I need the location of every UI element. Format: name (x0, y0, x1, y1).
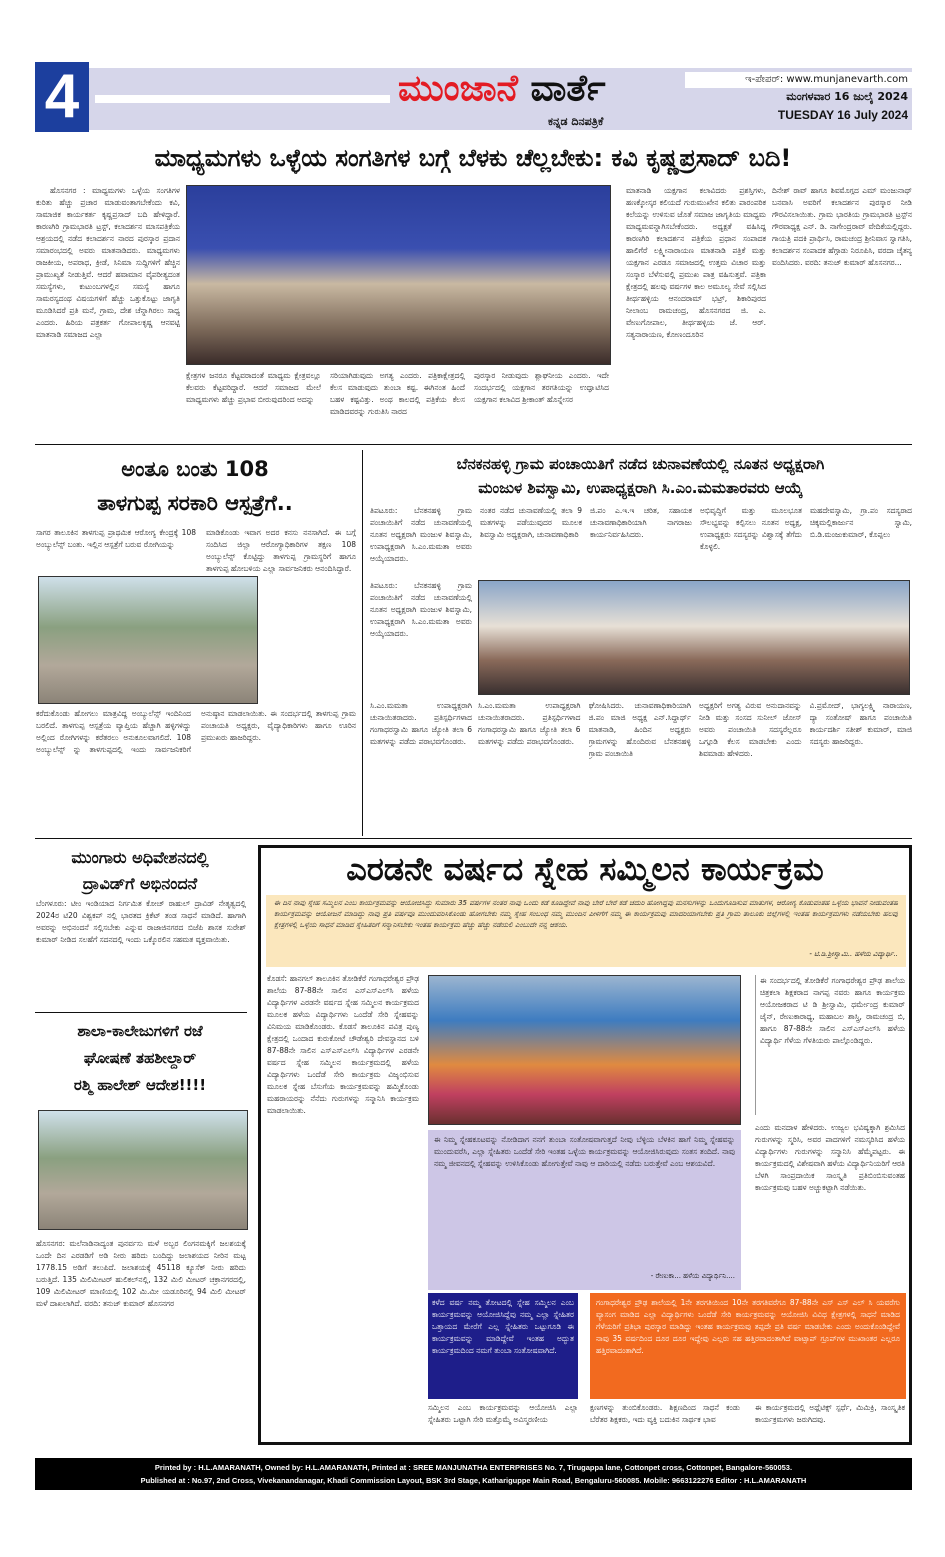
article1-col5: ದಿನೇಶ್ ರಾವ್ ಹಾಗೂ ಶಿವಮೊಗ್ಗದ ಎಮ್ ಮಂಜುನಾಥ್ ಬನವಾಸಿ ಅವರಿಗೆ ಕಲಾದರ್ಶನ ಪುರಸ್ಕಾರ ನೀಡಿ ಗೌರವಿಸಲಾಯಿತು. ಗ್ರಾಮ ಭಾರತಿಯ ಗ್ರಾಮಭಾರತಿ ಟ್ರಸ್ಟ್‌ನ ಗೌರವಾಧ್ಯಕ್ಷ ಎನ್. ಡಿ. ನಾಗೇಂದ್ರರಾವ್ ವೇದಿಕೆಯಲ್ಲಿದ್ದರು. ಗಾಯತ್ರಿ ಪದಕಿ ಪ್ರಾರ್ಥಿಸಿ, ರಾಮಚಂದ್ರ ಶ್ರೀನಿವಾಸ ಸ್ವಾಗತಿಸಿ, ಕಲಾದರ್ಶನ ಸಂಪಾದಕ ಹೆಗ್ಗಾಡು ನಿರೂಪಿಸಿ, ವರದಾ ಚೈತನ್ಯ ವಂದಿಸಿದರು. ವರದಿ: ತನುಜ್ ಕುಮಾರ್ ಹೊಸನಗರ... (772, 186, 912, 267)
article6-bottom-col1: ಸಮ್ಮಿಲನ ಎಂಬ ಕಾರ್ಯಕ್ರಮವನ್ನು ಆಯೋಜಿಸಿ ಎಲ್ಲಾ ಸ್ನೇಹಿತರು ಒಟ್ಟಾಗಿ ಸೇರಿ ಮತ್ತೊಮ್ಮೆ ಅವಿಸ್ಮರಣೀಯ (428, 1403, 578, 1424)
article6-quote-box (266, 895, 906, 967)
quote-attribution: - ಟಿ.ಡಿ.ಶ್ರೀಸ್ವಾಮಿ.. ಹಳೆಯ ವಿದ್ಯಾರ್ಥಿ.. (809, 950, 898, 958)
article2-bottom: ಕರೆದುಕೊಂಡು ಹೋಗಲು ಮಾತ್ರವಿದ್ದ ಅಂಬ್ಯುಲೆನ್ಸ್ ಇಂದಿನಿಂದ ಬರಲಿದೆ. ತಾಳಗುಪ್ಪ ಆಸ್ಪತ್ರೆಯ ವ್ಯಾಪ್ತಿಯ ಹೆಚ್ಚಾಗಿ ಹಳ್ಳಿಗಳಿದ್ದು ಅಲ್ಲಿಂದ ರೋಗಿಗಳನ್ನು ಕರೆತರಲು ಅನುಕೂಲವಾಗಲಿದೆ. 108 ಅಂಬ್ಯುಲೆನ್ಸ್ ನ್ನು ತಾಳಗುಪ್ಪದಲ್ಲಿ ಇಂದು ಸಾರ್ವಜನಿಕರಿಗೆ ಅನುಷ್ಠಾನ ಮಾಡಲಾಯಿತು. ಈ ಸಂದರ್ಭದಲ್ಲಿ ತಾಳಗುಪ್ಪ ಗ್ರಾಮ ಪಂಚಾಯತಿ ಅಧ್ಯಕ್ಷರು, ವೈದ್ಯಾಧಿಕಾರಿಗಳು ಹಾಗೂ ಊರಿನ ಪ್ರಮುಖರು ಹಾಜರಿದ್ದರು. (36, 709, 356, 754)
article5-body: ಹೊಸನಗರ: ಮಲೆನಾಡಿನಾದ್ಯಂತ ಪುನರ್ವಸು ಮಳೆ ಅಬ್ಬರ ಲಿಂಗನಮಕ್ಕಿಗೆ ಜಲಶಯಕ್ಕೆ ಒಂದೇ ದಿನ ಎರಡಡಿಗೆ ಅಡಿ ನೀರು ಹರಿದು ಬಂದಿದ್ದು ಜಲಾಶಯದ ನೀರಿನ ಮಟ್ಟ 1778.15 ಅಡಿಗೆ ತಲುಪಿದೆ. ಜಲಾಶಯಕ್ಕೆ 45118 ಕ್ಯೂಸೆಕ್ ನೀರು ಹರಿದು ಬರುತ್ತಿದೆ. 135 ಮಿಲಿಮೀಟರ್ ಹುಲಿಕಲ್‌ನಲ್ಲಿ, 132 ಮಿಲಿ ಮೀಟರ್ ಚಕ್ರಾನಗರದಲ್ಲಿ, 109 ಮಿಲಿಮೀಟರ್ ಮಾಣಿಯಲ್ಲಿ 102 ಮಿ.ಮೀ ಯಡೂರಿನಲ್ಲಿ 94 ಮಿಲಿ ಮೀಟರ್ ಮಳೆ ದಾಖಲಾಗಿದೆ. ವರದಿ: ತನುಜ್ ಕುಮಾರ್ ಹೊಸನಗರ (36, 1239, 246, 1308)
article3-top-columns (370, 505, 912, 577)
logo (398, 66, 606, 112)
headline-line: ಅಂತೂ ಬಂತು 108 (121, 457, 269, 481)
article3-col: ಜಿ.ಪಂ ಎ.ಇ.ಇ ಚರಿತ, ಸಹಾಯಕ ಚುನಾವಣಾಧಿಕಾರಿಯಾಗಿ ನಾಗರಾಜು ಕಾರ್ಯನಿರ್ವಹಿಸಿದರು. (590, 506, 692, 539)
article3-photo (478, 580, 910, 695)
headline-line: ಬೆನಕನಹಳ್ಳಿ ಗ್ರಾಮ ಪಂಚಾಯಿತಿಗೆ ನಡೆದ ಚುನಾವಣೆಯಲ್ಲಿ ನೂತನ ಅಧ್ಯಕ್ಷರಾಗಿ (456, 455, 825, 473)
logo-black: ವಾರ್ತೆ (530, 68, 606, 109)
logo-red: ಮುಂಜಾನೆ (398, 68, 518, 109)
article3-left-bottom: ಸಿ.ಎಂ.ಮಮತಾ ಉಪಾಧ್ಯಕ್ಷರಾಗಿ ಚುನಾಯಿತರಾದರು. ಪ್ರತಿಸ್ಪರ್ಧಿಗಳಾದ ಗಂಗಾಧರಸ್ವಾಮಿ ಹಾಗೂ ಜ್ಯೋತಿ ತಲಾ 6 ಮತಗಳನ್ನು ಪಡೆದು ಪರಾಭವಗೊಂಡರು. (370, 701, 472, 746)
headline-line: ರಶ್ಮಿ ಹಾಲೇಶ್ ಆದೇಶ!!!! (73, 1076, 207, 1094)
article3-left-mid: ತಿಪಟೂರು: ಬೆನಕನಹಳ್ಳಿ ಗ್ರಾಮ ಪಂಚಾಯಿತಿಗೆ ನಡೆದ ಚುನಾವಣೆಯಲ್ಲಿ ನೂತನ ಅಧ್ಯಕ್ಷರಾಗಿ ಮಂಜುಳ ಶಿವಸ್ವಾಮಿ, ಉಪಾಧ್ಯಕ್ಷರಾಗಿ ಸಿ.ಎಂ.ಮಮತಾ ಅವರು ಆಯ್ಕೆಯಾದರು. (370, 581, 472, 638)
article5-rain-photo (38, 1110, 248, 1230)
article2-col2: ಮಾಡಿಕೊಂಡು ಇವಾಗ ಅದರ ಕನಸು ನನಸಾಗಿದೆ. ಈ ಬಗ್ಗೆ ಸಂದಿಸಿದ ಜಿಲ್ಲಾ ಆರೋಗ್ಯಾಧಿಕಾರಿಗಳ ತಕ್ಷಣ 108 ಅಂಬ್ಯುಲೆನ್ಸ್ ಕೊಟ್ಟಿದ್ದು ತಾಳಗುಪ್ಪ ಗ್ರಾಮಸ್ಥರಿಗೆ ಹಾಗೂ ತಾಳಗುಪ್ಪ ಹೋಬಳಿಯ ಎಲ್ಲಾ ಸಾರ್ವಜನಿಕರು ಆನಂದಿಸಿದ್ದಾರೆ. (206, 528, 356, 573)
date-kannada: ಮಂಗಳವಾರ 16 ಜುಲೈ 2024 (786, 90, 908, 103)
article2-headline (35, 452, 355, 520)
article3-col: ಮಹದೇವಸ್ವಾಮಿ, ಗ್ರಾ.ಪಂ ಸದಸ್ಯರಾದ ಚಿಕ್ಕಮಲ್ಲಿಕಾರ್ಜುನ ಸ್ವಾಮಿ, ಬಿ.ಡಿ.ಮಂಜುಕುಮಾರ್, ಕೊಪ್ಪಲು (810, 506, 912, 539)
headline-line: ದ್ರಾವಿಡ್‌ಗೆ ಅಭಿನಂದನೆ (82, 874, 198, 893)
article3-col: ವಿ.ಪ್ರಮೋದ್, ಭಾಗ್ಯಲಕ್ಷ್ಮಿ ನಾರಾಯಣ, ದ್ಯಾ ಸಂತೋಷ್ ಹಾಗೂ ಪಂಚಾಯಿತಿ ಕಾರ್ಯದರ್ಶಿ ಸತೀಶ್ ಕುಮಾರ್, ಮಾಜಿ ಸದಸ್ಯರು ಹಾಜರಿದ್ದರು. (809, 701, 912, 746)
epaper-url: ಇ-ಪೇಪರ್: www.munjanevarth.com (685, 72, 912, 88)
headline-line: ತಾಳಗುಪ್ಪ ಸರಕಾರಿ ಆಸ್ಪತ್ರೆಗೆ.. (97, 491, 293, 515)
imprint-line: Published at : No.97, 2nd Cross, Vivekanandanagar, Khadi Commission Layout, BSK 3rd Stage, Kathariguppe Main Road, Bengaluru-560085. Mobile: 9663122276 Editor : H.L.AMARANATH (140, 1476, 807, 1485)
article2-ambulance-photo (38, 576, 258, 704)
divider (35, 838, 912, 839)
article4-body: ಬೆಂಗಳೂರು: ಟೀಂ ಇಂಡಿಯಾದ ನಿರ್ಗಮಿತ ಕೋಚ್ ರಾಹುಲ್ ದ್ರಾವಿಡ್ ನೇತೃತ್ವದಲ್ಲಿ 2024ರ ಟಿ20 ವಿಶ್ವಕಪ್ ನಲ್ಲಿ ಭಾರತದ ಕ್ರಿಕೆಟ್ ತಂಡ ಸಾಧನೆ ಮಾಡಿದೆ. ಹಾಗಾಗಿ ಅವರನ್ನು ಅಭಿನಂದನೆ ಸಲ್ಲಿಸಬೇಕು ಎನ್ನುವ ರಾಜಾಜಿನಗರದ ಬಿಜೆಪಿ ಶಾಸಕ ಸುರೇಶ್ ಕುಮಾರ್ ನೀಡಿದ ಸಲಹೆಗೆ ಸದನದಲ್ಲಿ ಇಂದು ಒಕ್ಕೊರಲಿನ ಸಹಮತ ವ್ಯಕ್ತವಾಯಿತು. (36, 899, 246, 944)
purple-box-text: ಈ ನಿಮ್ಮ ಸ್ನೇಹಕೂಟವನ್ನು ನೋಡಿದಾಗ ನನಗೆ ತುಂಬಾ ಸಂತೋಷವಾಗುತ್ತದೆ ನೀವು ಬೆಳ್ಳಿಯ ಬೆಳಕಿನ ಹಾಗೆ ನಿಮ್ಮ ಸ್ನೇಹವನ್ನು ಮುಂದುವರೆಸಿ, ಎಲ್ಲಾ ಸ್ನೇಹಿತರು ಒಂದೆಡೆ ಸೇರಿ ಇಂತಹ ಒಳ್ಳೆಯ ಕಾರ್ಯಕ್ರಮವನ್ನು ಆಯೋಜಿಸಿರುವುದು ಸಂತಸ ತಂದಿದೆ. ನಾವು ನಮ್ಮ ಜೀವನದಲ್ಲಿ ಸ್ನೇಹವನ್ನು ಉಳಿಸಿಕೊಂಡು ಹೋಗುತ್ತೇವೆ ನಾವು ಆ ದಾರಿಯಲ್ಲಿ ನಡೆದು ಬರುತ್ತೇವೆ ಎಂಬ ಆಶಯವಿದೆ. (434, 1135, 735, 1168)
purple-attribution: - ರೇಣುಕಾ... ಹಳೆಯ ವಿದ್ಯಾರ್ಥಿನಿ.... (650, 1272, 735, 1280)
article6-headline: ಎರಡನೇ ವರ್ಷದ ಸ್ನೇಹ ಸಮ್ಮಿಲನ ಕಾರ್ಯಕ್ರಮ (346, 850, 824, 888)
column-divider (362, 450, 363, 836)
article6-purple-box (428, 1130, 741, 1290)
masthead-white-strip (95, 95, 390, 103)
tagline: ಕನ್ನಡ ದಿನಪತ್ರಿಕೆ (548, 115, 604, 128)
article6-photo (428, 975, 741, 1125)
article3-col: ಘೋಷಿಸಿದರು. ಚುನಾವಣಾಧಿಕಾರಿಯಾಗಿ ಜಿ.ಪಂ ಮಾಜಿ ಅಧ್ಯಕ್ಷ ಎನ್.ಸಿದ್ದಾರ್ಥ್ ಮಾತನಾಡಿ, ಹಿಂದಿನ ಅಧ್ಯಕ್ಷರು ಗ್ರಾಮಗಳನ್ನು ಹೊಂದಿರುವ ಬೆನಕನಹಳ್ಳಿ ಗ್ರಾಮ ಪಂಚಾಯಿತಿ (588, 701, 691, 758)
headline-line: ಮಂಜುಳ ಶಿವಸ್ವಾಮಿ, ಉಪಾಧ್ಯಕ್ಷರಾಗಿ ಸಿ.ಎಂ.ಮಮತಾರವರು ಆಯ್ಕೆ (478, 479, 803, 497)
article3-col: ಅಭಿವೃದ್ಧಿಗೆ ಮತ್ತು ಮೂಲಭೂತ ಸೌಲಭ್ಯವನ್ನು ಕಲ್ಪಿಸಲು ನೂತನ ಅಧ್ಯಕ್ಷ, ಉಪಾಧ್ಯಕ್ಷರು ಸದಸ್ಯರನ್ನು ವಿಶ್ವಾಸಕ್ಕೆ ತೆಗೆದು ಕೊಳ್ಳಲಿ. (700, 506, 802, 551)
article3-bottom-columns (478, 700, 912, 832)
headline-line: ಘೋಷಣೆ ತಹಶೀಲ್ದಾರ್ (83, 1049, 197, 1067)
article6-orange-box: ಗಂಗಾಧರೇಶ್ವರ ಪ್ರೌಢ ಶಾಲೆಯಲ್ಲಿ 1ನೇ ತರಗತಿಯಿಂದ 10ನೇ ತರಗತಿವರೆಗೂ 87-88ನೇ ಎಸ್ ಎಸ್ ಎಲ್ ಸಿ ಯವರೆಗು ವ್ಯಾಸಂಗ ಮಾಡಿದ ಎಲ್ಲಾ ವಿದ್ಯಾರ್ಥಿಗಳು ಒಂದೆಡೆ ಸೇರಿ ಕಾರ್ಯಕ್ರಮವನ್ನು ಆಯೋಜಿಸಿ ವಿವಿಧ ಕ್ಷೇತ್ರಗಳಲ್ಲಿ ಸಾಧನೆ ಮಾಡಿದ ಗೆಳೆಯರಿಗೆ ಪ್ರತಿಭಾ ಪುರಸ್ಕಾರ ಮಾಡಿದ್ದು ಇಂತಹ ಕಾರ್ಯಕ್ರಮವು ತಪ್ಪದೇ ಪ್ರತಿ ವರ್ಷ ಮಾಡಬೇಕು ಎಂದು ಅಂದುಕೊಂಡಿದ್ದೇವೆ ನಾವು 35 ವರ್ಷದಿಂದ ದೂರ ದೂರ ಇದ್ದೇವು ಎಲ್ಲರು ಸಹ ಹತ್ತಿರವಾದಂತಾಗಿದೆ ವಾಟ್ಸಾಪ್ ಗ್ರೂಪ್‌ಗಳ ಮುಖಾಂತರ ಎಲ್ಲರೂ ಹತ್ತಿರವಾದಂತಾಗಿದೆ. (590, 1293, 906, 1399)
article3-col: ಸಿ.ಎಂ.ಮಮತಾ ಉಪಾಧ್ಯಕ್ಷರಾಗಿ ಚುನಾಯಿತರಾದರು. ಪ್ರತಿಸ್ಪರ್ಧಿಗಳಾದ ಗಂಗಾಧರಸ್ವಾಮಿ ಹಾಗೂ ಜ್ಯೋತಿ ತಲಾ 6 ಮತಗಳನ್ನು ಪಡೆದು ಪರಾಭವಗೊಂಡರು. (478, 701, 581, 746)
article1-photo (186, 185, 611, 365)
article6-blue-box: ಕಳೆದ ವರ್ಷ ನಮ್ಮ ತೋಟದಲ್ಲಿ ಸ್ನೇಹ ಸಮ್ಮಿಲನ ಎಂಬ ಕಾರ್ಯಕ್ರಮವನ್ನು ಆಯೋಜಿಸಿದ್ದೆವು ನಮ್ಮ ಎಲ್ಲಾ ಸ್ನೇಹಿತರ ಒತ್ತಾಯದ ಮೇರೆಗೆ ಎಲ್ಲ ಸ್ನೇಹಿತರು ಒಟ್ಟುಗೂಡಿ ಈ ಕಾರ್ಯಕ್ರಮವನ್ನು ಮಾಡಿದ್ದೇವೆ ಇಂತಹ ಅದ್ಭುತ ಕಾರ್ಯಕ್ರಮದಿಂದ ನಮಗೆ ತುಂಬಾ ಸಂತೋಷವಾಗಿದೆ. (428, 1293, 578, 1399)
article3-col: ತಿಪಟೂರು: ಬೆನಕನಹಳ್ಳಿ ಗ್ರಾಮ ಪಂಚಾಯಿತಿಗೆ ನಡೆದ ಚುನಾವಣೆಯಲ್ಲಿ ನೂತನ ಅಧ್ಯಕ್ಷರಾಗಿ ಮಂಜುಳ ಶಿವಸ್ವಾಮಿ, ಉಪಾಧ್ಯಕ್ಷರಾಗಿ ಸಿ.ಎಂ.ಮಮತಾ ಅವರು ಆಯ್ಕೆಯಾದರು. (370, 506, 472, 563)
quote-text: ಈ ದಿನ ನಾವು ಸ್ನೇಹ ಸಮ್ಮಿಲನ ಎಂಬ ಕಾರ್ಯಕ್ರಮವನ್ನು ಆಯೋಜಿಸಿದ್ದು ಸುಮಾರು 35 ವರ್ಷಗಳ ನಂತರ ನಾವು ಒಂದು ಕಡೆ ಕೂಡಿದ್ದೇವೆ ನಾವು ಬೇರೆ ಬೇರೆ ಕಡೆ ಚದುರಿ ಹೋಗಿದ್ದವು ಮನಸುಗಳನ್ನು ಒಂದುಗೂಡಿಸುವ ಮಾತುಗಳ, ಆರೋಗ್ಯ ಕೊಡುವಂತಹ ಒಳ್ಳೆಯ ಭಾವನೆ ನೀಡುವಂತಹ ಕಾರ್ಯಕ್ರಮವನ್ನು ಆಯೋಜನೆ ಮಾಡಿದ್ದು ನಾವು ಪ್ರತಿ ವರ್ಷವೂ ಮುಂದುವರಿಸಿಕೊಂಡು ಹೋಗಬೇಕು ನಮ್ಮ ಸ್ನೇಹ ಸಂಬಂಧ ನಮ್ಮ ಮುಂದಿನ ಪೀಳಿಗೆಗೆ ನಮ್ಮ ಈ ಕಾರ್ಯಕ್ರಮವು ಮಾದರಿಯಾಗಬೇಕು ಪ್ರತಿ ಗ್ರಾಮ ತಾಲೂಕು ಜಿಲ್ಲೆಗಳಲ್ಲಿ ಇಂತಹ ಕಾರ್ಯಕ್ರಮಗಳು ನಡೆಯಬೇಕು ಹಲವು ಕ್ಷೇತ್ರಗಳಲ್ಲಿ ಒಳ್ಳೆಯ ಸಾಧನೆ ಮಾಡಿದ ಸ್ನೇಹಿತರಿಗೆ ಸನ್ಮಾನಿಸಬೇಕು ಇಂತಹ ಕಾರ್ಯಕ್ರಮ ಹೆಚ್ಚು ಹೆಚ್ಚು ನಡೆಯಲಿ ಎಂಬುದೇ ನನ್ನ ಆಶಯ. (274, 899, 898, 929)
article3-headline (368, 452, 913, 500)
date-english: TUESDAY 16 July 2024 (777, 108, 908, 122)
headline-line: ಶಾಲಾ-ಕಾಲೇಜುಗಳಿಗೆ ರಜೆ (77, 1022, 203, 1040)
article1-caption3: ಪುರಸ್ಕಾರ ನೀಡುವುದು ಶ್ಲಾಘನೀಯ ಎಂದರು. ಇದೇ ಸಂದರ್ಭದಲ್ಲಿ ಯಕ್ಷಗಾನ ತರಗತಿಯನ್ನು ಉದ್ಘಾಟಿಸಿದ ಯಕ್ಷಗಾನ ಕಲಾವಿದ ಶ್ರೀಕಾಂತ್ ಹೊನ್ನೇಸರ (474, 371, 609, 404)
article1-col1 (36, 185, 180, 435)
article6-left-col: ಕೊಡಸೆ: ಹಾನಗಲ್ ತಾಲೂಕಿನ ತೋಡಿಕೆರೆ ಗಂಗಾಧರೇಶ್ವರ ಪ್ರೌಢ ಶಾಲೆಯ 87-88ನೇ ಸಾಲಿನ ಎಸ್‌ಎಸ್‌ಎಲ್‌ಸಿ ಹಳೆಯ ವಿದ್ಯಾರ್ಥಿಗಳ ಎರಡನೇ ವರ್ಷದ ಸ್ನೇಹ ಸಮ್ಮಿಲನ ಕಾರ್ಯಕ್ರಮದ ಮೂಲಕ ಹಳೆಯ ವಿದ್ಯಾರ್ಥಿಗಳು ಒಂದೆಡೆ ಸೇರಿ ಸ್ನೇಹವನ್ನು ವಿನಿಮಯ ಮಾಡಿಕೊಂಡರು. ಕೊಡಸೆ ತಾಲೂಕಿನ ಪವಿತ್ರ ಪುಣ್ಯ ಕ್ಷೇತ್ರದಲ್ಲಿ ಒಂದಾದ ಕುರುಕೋಟೆ ಚೌಡೇಶ್ವರಿ ದೇವಸ್ಥಾನದ ಬಳಿ 87-88ನೇ ಸಾಲಿನ ಎಸ್‌ಎಸ್‌ಎಲ್‌ಸಿ ವಿದ್ಯಾರ್ಥಿಗಳ ಎರಡನೇ ವರ್ಷದ ಸ್ನೇಹ ಸಮ್ಮಿಲನ ಕಾರ್ಯಕ್ರಮದಲ್ಲಿ ಹಳೆಯ ವಿದ್ಯಾರ್ಥಿಗಳು ಒಂದೆಡೆ ಸೇರಿ ಕಾರ್ಯಕ್ರಮ ವಿಜೃಂಭಿಸುವ ಮೂಲಕ ಸ್ನೇಹ ಬೆಸುಗೆಯ ಕಾರ್ಯಕ್ರಮವನ್ನು ಹಮ್ಮಿಕೊಂಡು ಮಹರಾಯರನ್ನು ನೆನೆದು ಗುರುಗಳನ್ನು ಸನ್ಮಾನಿಸಿ ಕಾರ್ಯಕ್ರಮ ಮಾಡಲಾಯಿತು. (267, 974, 419, 1115)
imprint-line: Printed by : H.L.AMARANATH, Owned by: H.L.AMARANATH, Printed at : SREE MANJUNATHA ENTERPRISES No. 7, Tirugappa lane, Cottonpet cross, Cottonpet, Bangalore-560053. (154, 1463, 793, 1472)
article1-caption2: ಸರಿಯಾಗಿಡುವುದು ಅಗತ್ಯ ಎಂದರು. ಪತ್ರಿಕಾಕ್ಷೇತ್ರದಲ್ಲಿ ಕೆಲಸ ಮಾಡುವುದು ತುಂಬಾ ಕಷ್ಟ. ಈಗಿನಂತ ಹಿಂದೆ ಬಹಳ ಕಷ್ಟವಿತ್ತು. ಅಂಥ ಕಾಲದಲ್ಲಿ ಪತ್ರಿಕೆಯ ಕೆಲಸ ಮಾಡಿದವರನ್ನು ಗುರುತಿಸಿ ನಾರದ (330, 371, 465, 416)
article6-right-col1: ಈ ಸಂದರ್ಭದಲ್ಲಿ ತೋಡಿಕೆರೆ ಗಂಗಾಧರೇಶ್ವರ ಪ್ರೌಢ ಶಾಲೆಯ ಚಿತ್ರಕಲಾ ಶಿಕ್ಷಕರಾದ ನಾಗಪ್ಪ ನವರು ಹಾಗೂ ಕಾರ್ಯಕ್ರಮ ಆಯೋಜಕರಾದ ಟಿ ಡಿ ಶ್ರೀಸ್ವಾಮಿ, ಧರ್ಮೇಂದ್ರ ಕುಮಾರ್ ಜೈನ್, ರೇಣುಕಾರಾಧ್ಯ, ಮಹಾಬಲ ಶಾಸ್ತ್ರಿ, ರಾಮಚಂದ್ರ ಬಿ, ಹಾಗೂ 87-88ನೇ ಸಾಲಿನ ಎಸ್‌ಎಸ್‌ಎಲ್‌ಸಿ ಹಳೆಯ ವಿದ್ಯಾರ್ಥಿ ಗೆಳೆಯ ಗೆಳತಿಯರು ಪಾಲ್ಗೊಂಡಿದ್ದರು. (755, 975, 905, 1115)
article2-lead: ಸಾಗರ ತಾಲೂಕಿನ ತಾಳಗುಪ್ಪ ಪ್ರಾಥಮಿಕ ಆರೋಗ್ಯ ಕೇಂದ್ರಕ್ಕೆ 108 ಅಂಬ್ಯುಲೆನ್ಸ್ ಬಂತು. ಇಲ್ಲಿನ ಆಸ್ಪತ್ರೆಗೆ ಬರುವ ರೋಗಿಯನ್ನು (36, 528, 196, 549)
article4-headline (35, 845, 245, 897)
article6-bottom-col3: ಈ ಕಾರ್ಯಕ್ರಮದಲ್ಲಿ ಅಥ್ಲೆಟಿಕ್ಸ್ ಸ್ಪರ್ಧೆ, ಮಿಮಿಕ್ರಿ, ಸಾಂಸ್ಕೃತಿಕ ಕಾರ್ಯಕ್ರಮಗಳು ಜರುಗಿದವು. (755, 1403, 905, 1424)
divider (35, 444, 912, 445)
article1-col4: ಮಾತನಾಡಿ ಯಕ್ಷಗಾನ ಕಲಾವಿದರು ಪ್ರಶಸ್ತಿಗಳು, ಹಣಕ್ಕೋಸ್ಕರ ಕಲಿಯದೆ ಗುರುಮುಖೇನ ಕಲಿತು ಪಾರಂಪರಿಕ ಕಲೆಯನ್ನು ಉಳಿಸುವ ಜೊತೆ ಸಮಾಜ ಜಾಗೃತಿಯ ಮಾಧ್ಯಮ ಮಾಧ್ಯಮವನ್ನಾಗಿಸಬೇಕೆಂದರು. ಅಧ್ಯಕ್ಷತೆ ವಹಿಸಿದ್ದ ಕಾರಣಗಿರಿ ಕಲಾದರ್ಶನ ಪತ್ರಿಕೆಯ ಪ್ರಧಾನ ಸಂಪಾದಕ ಹಾಲಿಗೆರೆ ಲಕ್ಷ್ಮೀನಾರಾಯಣ ಮಾತನಾಡಿ ಪತ್ರಿಕೆ ಮತ್ತು ಯಕ್ಷಗಾನ ಎರಡೂ ಸಮಾಜದಲ್ಲಿ ಉತ್ತಮ ವಿಚಾರ ಮತ್ತು ಸಂಸ್ಕಾರ ಬೆಳೆಸುವಲ್ಲಿ ಪ್ರಮುಖ ಪಾತ್ರ ವಹಿಸುತ್ತವೆ. ಪತ್ರಿಕಾ ಕ್ಷೇತ್ರದಲ್ಲಿ ಹಲವು ವರ್ಷಗಳ ಕಾಲ ಅಮೂಲ್ಯ ಸೇವೆ ಸಲ್ಲಿಸಿದ ತೀರ್ಥಹಳ್ಳಿಯ ಆನಂದರಾಮ್ ಭಟ್ರ್, ಶಿಕಾರಿಪುರದ ನೀಲಾಂಬ ರಾಮಚಂದ್ರ, ಹೊಸನಗರದ ಜಿ. ಎ. ವೇಣುಗೋಪಾಲ, ತೀರ್ಥಹಳ್ಳಿಯ ಜೆ. ಆರ್. ಸತ್ಯನಾರಾಯಣ, ಕೋಣಂದೂರಿನ (626, 186, 766, 339)
divider (35, 1012, 247, 1013)
article1-text: ಹೊಸನಗರ : ಮಾಧ್ಯಮಗಳು ಒಳ್ಳೆಯ ಸಂಗತಿಗಳ ಕುರಿತು ಹೆಚ್ಚು ಪ್ರಚಾರ ಮಾಡುವಂತಾಗಬೇಕೆಂದು ಕವಿ, ಸಾಮಾಜಿಕ ಕಾರ್ಯಕರ್ತ ಕೃಷ್ಣಪ್ರಸಾದ್ ಬದಿ ಹೇಳಿದ್ದಾರೆ. ಕಾರಣಗಿರಿ ಗ್ರಾಮಭಾರತಿ ಟ್ರಸ್ಟ್, ಕಲಾದರ್ಶನ ಮಾಸಪತ್ರಿಕೆಯ ಆಶ್ರಯದಲ್ಲಿ ನಡೆದ ಕಲಾದರ್ಶನ ನಾರದ ಪುರಸ್ಕಾರ ಪ್ರದಾನ ಸಮಾರಂಭದಲ್ಲಿ ಅವರು ಮಾತನಾಡಿದರು. ಮಾಧ್ಯಮಗಳು ರಾಜಕೀಯ, ಅಪರಾಧ, ಕ್ರೀಡೆ, ಸಿನಿಮಾ ಸುದ್ದಿಗಳಿಗೆ ಹೆಚ್ಚಿನ ಪ್ರಾಮುಖ್ಯತೆ ನೀಡುತ್ತಿವೆ. ಆದರೆ ಹವಾಮಾನ ವೈಪರೀತ್ಯದಂತ ಸಮಸ್ಯೆಗಳು, ಕುಟುಂಬಗಳಲ್ಲಿನ ಸಮಸ್ಯೆ ಹಾಗೂ ಸಾಮರಸ್ಯದಂಥ ವಿಷಯಗಳಿಗೆ ಹೆಚ್ಚು ಒತ್ತುಕೊಟ್ಟು ಜಾಗೃತಿ ಮೂಡಿಸಿದರೆ ಪ್ರತಿ ಮನೆ, ಗ್ರಾಮ, ದೇಶ ಚೆನ್ನಾಗಿರಲು ಸಾಧ್ಯ ಎಂದರು. ಹಿರಿಯ ಪತ್ರಕರ್ತ ಗೋಪಾಲಕೃಷ್ಣ ಆನವಟ್ಟಿ ಮಾತನಾಡಿ ಸಮಾಜದ ಎಲ್ಲಾ (36, 186, 180, 339)
article1-caption1: ಕ್ಷೇತ್ರಗಳ ಜನರೂ ಕೆಟ್ಟವರಾದಂತೆ ಮಾಧ್ಯಮ ಕ್ಷೇತ್ರವಲ್ಲೂ ಕೆಲವರು ಕೆಟ್ಟವರಿದ್ದಾರೆ. ಆದರೆ ಸಮಾಜದ ಮೇಲೆ ಮಾಧ್ಯಮಗಳು ಹೆಚ್ಚು ಪ್ರಭಾವ ಬೀರುವುದರಿಂದ ಅದನ್ನು (186, 371, 321, 404)
article5-headline (35, 1018, 245, 1099)
article3-col: ಅಧ್ಯಕ್ಷರಿಗೆ ಅಗತ್ಯ ವಿರುವ ಅನುದಾನವನ್ನು ನೀಡಿ ಮತ್ತು ಸಂಸದ ಸುನೀಲ್ ಜೋಸ್ ಅವರು ಪಂಚಾಯಿತಿ ಸದಸ್ಯರೆಲ್ಲರೂ ಒಗ್ಗೂಡಿ ಕೆಲಸ ಮಾಡಬೇಕು ಎಂದು ಶಿವಮಾಡು ಹೇಳಿದರು. (699, 701, 802, 758)
headline-line: ಮುಂಗಾರು ಅಧಿವೇಶನದಲ್ಲಿ (71, 848, 209, 867)
article6-bottom-col2: ಕ್ಷಣಗಳನ್ನು ತುಂಬಿಕೊಂಡರು. ಶಿಕ್ಷಣದಿಂದ ಸಾಧನೆ ಕಂಡು ಬೆರೆತರ ಶಿಕ್ಷಕರು, ಇದು ವ್ಯಕ್ತಿ ಬದುಕಿನ ಸಾರ್ಥಕ ಭಾವ (590, 1403, 740, 1424)
page-number-box: 4 (35, 62, 89, 132)
article1-headline: ಮಾಧ್ಯಮಗಳು ಒಳ್ಳೆಯ ಸಂಗತಿಗಳ ಬಗ್ಗೆ ಬೆಳಕು ಚೆಲ್ಲಬೇಕು: ಕವಿ ಕೃಷ್ಣಪ್ರಸಾದ್ ಬದಿ! (154, 144, 792, 172)
article6-right-col2: ಎಂದು ಮನದಾಳ ಹೇಳಿದರು. ಉಜ್ವಲ ಭವಿಷ್ಯಕ್ಕಾಗಿ ಶ್ರಮಿಸಿದ ಗುರುಗಳನ್ನು ಸ್ಮರಿಸಿ, ಅವರ ಪಾದಗಳಿಗೆ ನಮಸ್ಕರಿಸಿದ ಹಳೆಯ ವಿದ್ಯಾರ್ಥಿಗಳು ಗುರುಗಳನ್ನು ಸನ್ಮಾನಿಸಿ ಹೆಮ್ಮೆಪಟ್ಟರು. ಈ ಕಾರ್ಯಕ್ರಮದಲ್ಲಿ ವಿಶೇಷವಾಗಿ ಹಳೆಯ ವಿದ್ಯಾರ್ಥಿನಿಯರಿಗೆ ಆರತಿ ಬೆಳಗಿ ಸಾಂಪ್ರದಾಯಿಕ ಸಾಂಸ್ಕೃತಿ ಪ್ರತಿಬಿಂಬಿಸುವಂತಹ ಕಾರ್ಯಕ್ರಮವು ಬಹಳ ಅಚ್ಚುಕಟ್ಟಾಗಿ ನಡೆಯಿತು. (755, 1123, 905, 1192)
article3-col: ನಂತರ ನಡೆದ ಚುನಾವಣೆಯಲ್ಲಿ ತಲಾ 9 ಮತಗಳನ್ನು ಪಡೆಯುವುದರ ಮೂಲಕ ಶಿವಸ್ವಾಮಿ ಅಧ್ಯಕ್ಷರಾಗಿ, ಚುನಾವಣಾಧಿಕಾರಿ (480, 506, 582, 539)
imprint-footer (35, 1458, 912, 1490)
